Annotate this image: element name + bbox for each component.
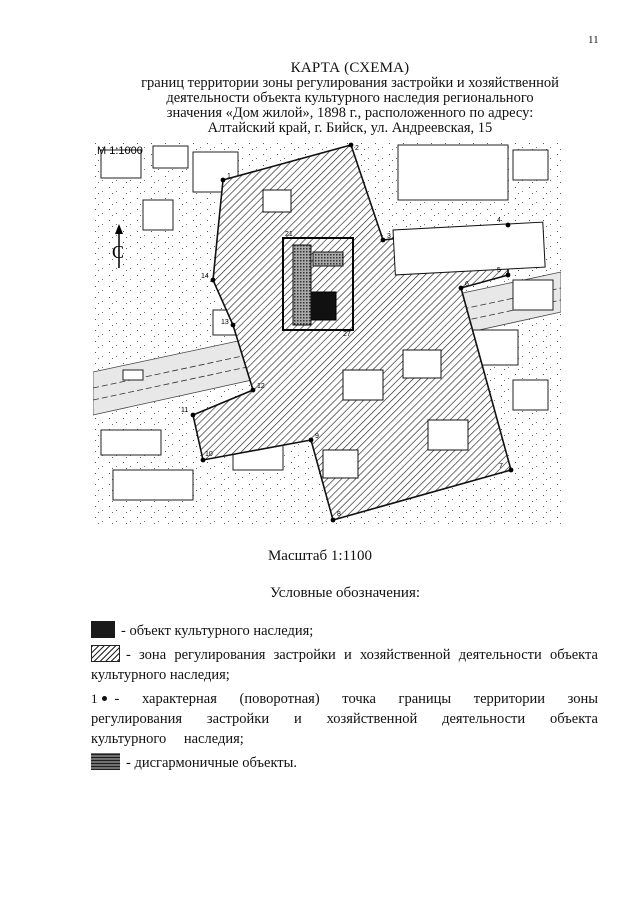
- zone-map: [93, 140, 561, 525]
- svg-text:13: 13: [221, 319, 229, 326]
- legend: [91, 621, 598, 777]
- point-number: 1: [91, 691, 98, 706]
- svg-text:14: 14: [201, 273, 209, 280]
- legend-text: - дисгармоничные объекты.: [126, 755, 297, 771]
- legend-text: - характерная (поворотная) точка границы территории зоны регулирования застройки и хозяйственной деятельности объекта культурного наследия;: [91, 691, 598, 747]
- svg-text:8: 8: [337, 511, 341, 518]
- svg-text:10: 10: [205, 451, 213, 458]
- boundary-point-icon: [91, 689, 107, 709]
- hatch-swatch-icon: [91, 645, 120, 662]
- svg-text:9: 9: [315, 433, 319, 440]
- map-scale-label: М 1:1000: [97, 145, 143, 157]
- map-scale: Масштаб 1:1100: [267, 548, 373, 564]
- map-title: [100, 61, 600, 136]
- legend-item-heritage: [91, 621, 598, 641]
- legend-item-point: [91, 689, 598, 749]
- title-heading: КАРТА (СХЕМА): [290, 60, 410, 76]
- title-line-2: деятельности объекта культурного наследия регионального: [166, 90, 534, 106]
- svg-text:3: 3: [387, 233, 391, 240]
- svg-text:6: 6: [465, 281, 469, 288]
- svg-text:11: 11: [181, 407, 189, 414]
- svg-text:27: 27: [343, 331, 351, 338]
- svg-text:21: 21: [285, 231, 293, 238]
- svg-text:2: 2: [355, 145, 359, 152]
- legend-title: Условные обозначения:: [269, 585, 421, 601]
- legend-text: - зона регулирования застройки и хозяйственной деятельности объекта культурного наследия;: [91, 647, 598, 683]
- title-line-4: Алтайский край, г. Бийск, ул. Андреевская, 15: [207, 120, 493, 136]
- page-number: 11: [588, 34, 599, 46]
- title-line-3: значения «Дом жилой», 1898 г., расположенного по адресу:: [166, 105, 534, 121]
- svg-text:1: 1: [227, 173, 231, 180]
- svg-text:7: 7: [499, 463, 503, 470]
- heritage-swatch-icon: [91, 621, 115, 638]
- disharmonious-object: [313, 252, 343, 266]
- map-drawing: [93, 140, 561, 525]
- disharmonious-object: [293, 245, 311, 325]
- legend-item-disharmonious: [91, 753, 598, 773]
- legend-text: - объект культурного наследия;: [121, 623, 314, 639]
- legend-item-zone: [91, 645, 598, 685]
- svg-text:5: 5: [497, 267, 501, 274]
- svg-text:12: 12: [257, 383, 265, 390]
- title-line-1: границ территории зоны регулирования застройки и хозяйственной: [141, 75, 559, 91]
- svg-text:4: 4: [497, 217, 501, 224]
- north-symbol: С: [112, 242, 125, 262]
- grid-swatch-icon: [91, 753, 120, 770]
